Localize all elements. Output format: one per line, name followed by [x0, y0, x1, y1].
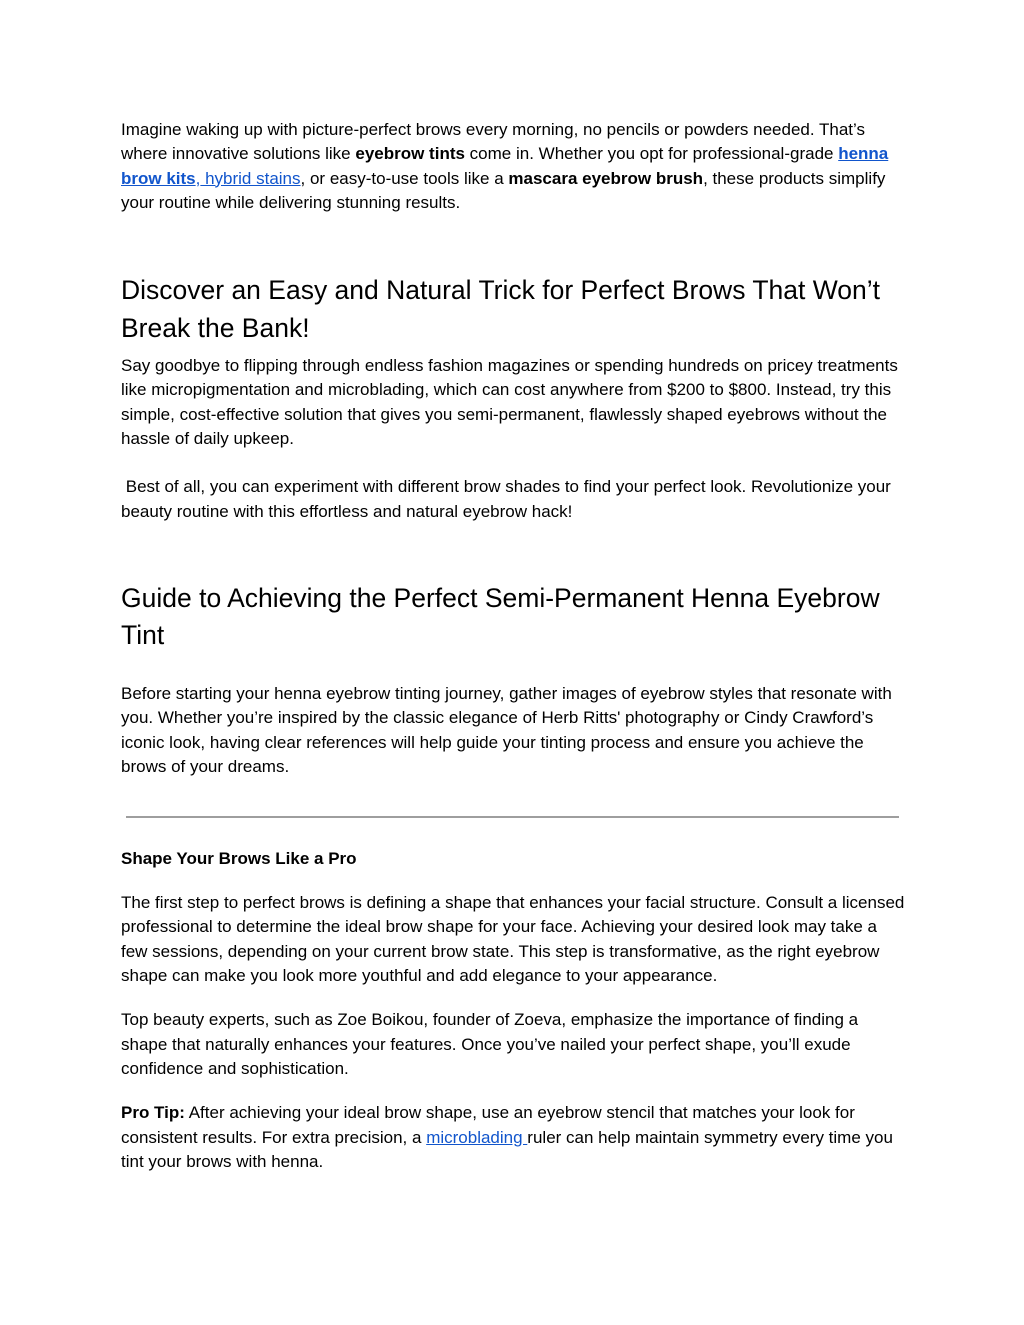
henna-brow-kits-link[interactable]: henna brow kits	[121, 144, 889, 188]
pro-tip-label: Pro Tip:	[121, 1103, 185, 1123]
intro-bold-eyebrow-tints: eyebrow tints	[355, 144, 465, 164]
document-page	[121, 118, 906, 1174]
first-step-paragraph: The first step to perfect brows is defining a shape that enhances your facial structure. Consult a licensed professional to determine the ideal brow shape for your face. Achieving your desired look may take a few sessions, depending on your current brow state. This step is transformative, as the right eyebrow shape can make you look more youthful and add elegance to your appearance.	[121, 893, 905, 986]
intro-text-4: , these products simplify your routine while delivering stunning results.	[121, 168, 886, 212]
top-experts-paragraph: Top beauty experts, such as Zoe Boikou, founder of Zoeva, emphasize the importance of finding a shape that naturally enhances your features. Once you’ve nailed your perfect shape, you’ll exude confidence and sophistication.	[121, 1010, 859, 1078]
microblading-link[interactable]: microblading	[426, 1127, 528, 1147]
intro-text-3: , or easy-to-use tools like a	[300, 168, 509, 188]
link-comma[interactable]: ,	[195, 168, 201, 188]
hybrid-stains-link[interactable]: hybrid stains	[200, 168, 301, 188]
pro-tip-paragraph	[121, 1101, 906, 1174]
pro-tip-text-2: ruler can help maintain symmetry every time you tint your brows with henna.	[121, 1127, 893, 1171]
shape-brows-heading: Shape Your Brows Like a Pro	[121, 849, 357, 869]
best-of-all-paragraph: Best of all, you can experiment with different brow shades to find your perfect look. Revolutionize your beauty routine with this effortless and natural eyebrow hack!	[121, 477, 896, 521]
say-goodbye-paragraph: Say goodbye to flipping through endless fashion magazines or spending hundreds on pricey treatments like micropigmentation and microblading, which can cost anywhere from $200 to $800. Instead, try this simple, cost-effective solution that gives you semi-permanent, flawlessly shaped eyebrows without the hassle of daily upkeep.	[121, 356, 898, 449]
intro-text-2: come in. Whether you opt for professional-grade	[464, 144, 839, 164]
discover-heading: Discover an Easy and Natural Trick for Perfect Brows That Won’t Break the Bank!	[121, 275, 880, 343]
horizontal-divider	[126, 816, 899, 818]
intro-text-1: Imagine waking up with picture-perfect brows every morning, no pencils or powders needed. That’s where innovative solutions like	[121, 120, 865, 164]
pro-tip-text-1: After achieving your ideal brow shape, use an eyebrow stencil that matches your look for consistent results. For extra precision, a	[121, 1103, 855, 1147]
intro-paragraph	[121, 118, 906, 215]
intro-bold-mascara-brush: mascara eyebrow brush	[508, 168, 704, 188]
before-starting-paragraph: Before starting your henna eyebrow tinting journey, gather images of eyebrow styles that resonate with you. Whether you’re inspired by the classic elegance of Herb Ritts' photography or Cindy Crawford’s iconic look, having clear references will help guide your tinting process and ensure you achieve the brows of your dreams.	[121, 683, 892, 776]
guide-heading: Guide to Achieving the Perfect Semi-Permanent Henna Eyebrow Tint	[121, 582, 880, 651]
